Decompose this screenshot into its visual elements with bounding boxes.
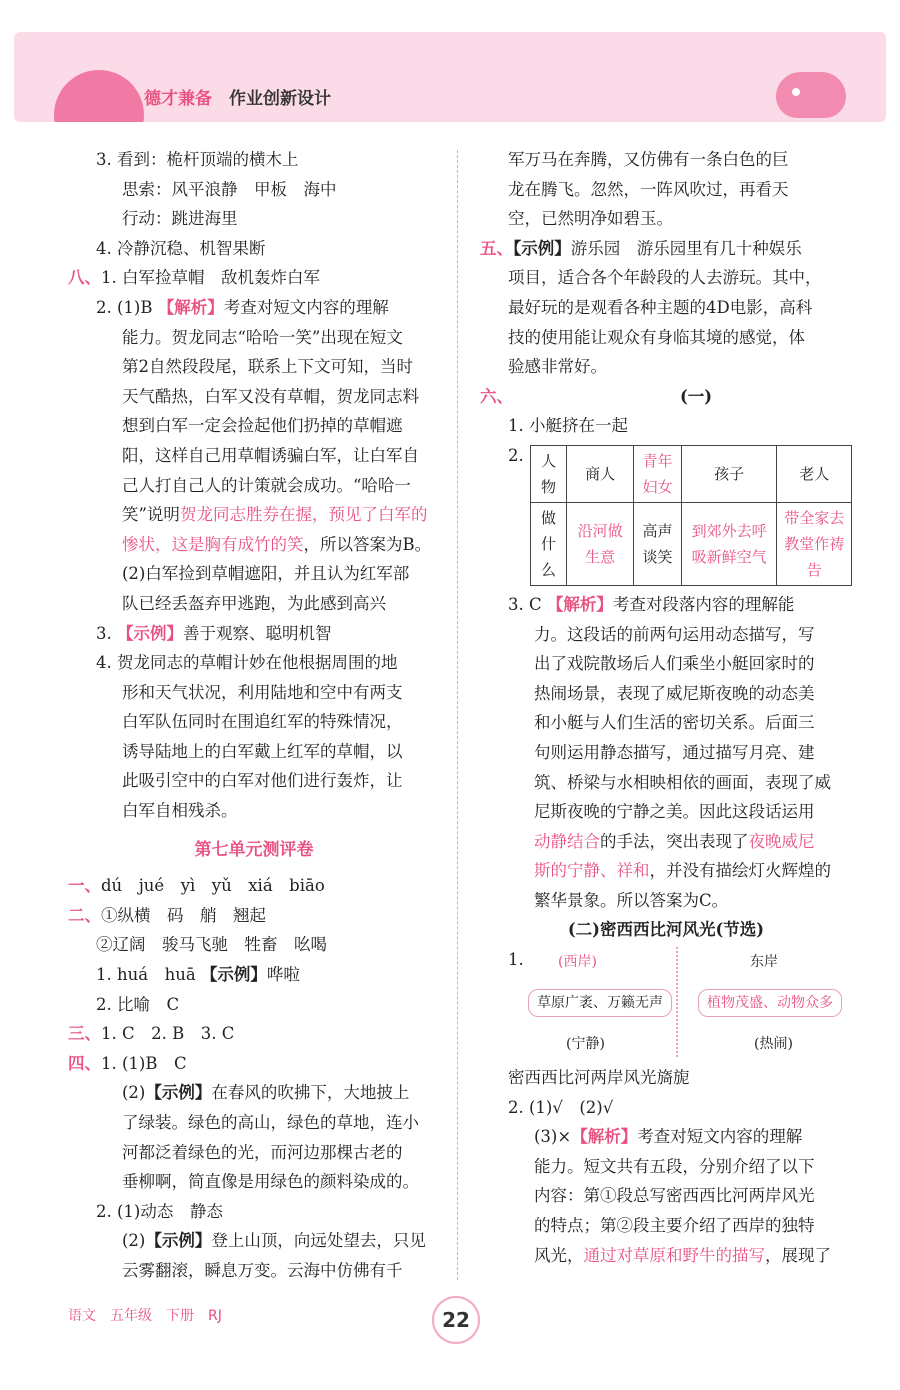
character-table (530, 445, 852, 586)
answer-line: 队已经丢盔弃甲逃跑，为此感到高兴 (122, 593, 386, 613)
section-number: 六、 (480, 386, 513, 406)
answer-line: 1. huá huā 【示例】哗啦 (96, 965, 300, 985)
river-divider (676, 947, 678, 1057)
east-bank-label: 东岸 (750, 954, 778, 971)
answer-line: 能力。贺龙同志“哈哈一笑”出现在短文 (122, 327, 403, 347)
answer-line (480, 382, 852, 412)
answer-line: 2. (1)B 【解析】考查对短文内容的理解 (96, 297, 389, 317)
answer-line: 五、【示例】游乐园 游乐园里有几十种娱乐 (480, 238, 802, 258)
answer-line: 云雾翻滚，瞬息万变。云海中仿佛有千 (122, 1260, 403, 1280)
answer-line: 空，已然明净如碧玉。 (508, 209, 673, 229)
answer-line: 了绿装。绿色的高山，绿色的草地，连小 (122, 1113, 419, 1132)
answer-line: (2)【示例】在春风的吹拂下，大地披上 (122, 1083, 410, 1103)
answer-line: 想到白军一定会捡起他们扔掉的草帽遮 (122, 416, 403, 436)
answer-line: 白军队伍同时在围追红军的特殊情况， (122, 712, 403, 732)
east-bank-desc: 植物茂盛、动物众多 (698, 989, 842, 1017)
left-column (68, 145, 440, 1286)
answer-line: 笑”说明贺龙同志胜券在握，预见了白军的 (122, 505, 428, 525)
section-number: 五、 (480, 238, 513, 258)
answer-line: 行动：跳进海里 (122, 209, 238, 229)
answer-line: 验感非常好。 (508, 357, 607, 377)
answer-diagram (480, 945, 852, 1063)
answer-line: 河都泛着绿色的光，而河边那棵古老的 (122, 1142, 403, 1162)
table-cell: 高声谈笑 (634, 502, 682, 585)
answer-line: 第2自然段段尾，联系上下文可知，当时 (122, 357, 413, 377)
book-info: 语文 五年级 下册 RJ (68, 1308, 222, 1324)
table-cell: 沿河做生意 (567, 502, 634, 585)
answer-line: 2. (1)√ (2)√ (508, 1097, 614, 1117)
right-column (480, 145, 852, 1270)
table-cell: 老人 (777, 445, 852, 502)
answer-line: 龙在腾飞。忽然，一阵风吹过，再看天 (508, 179, 789, 199)
answer-line: 力。这段话的前两句运用动态描写，写 (534, 624, 815, 644)
answer-line: 能力。短文共有五段，分别介绍了以下 (534, 1156, 815, 1176)
passage-title: (一) (680, 386, 713, 406)
section-number: 四、 (68, 1053, 101, 1073)
analysis-tag: 【解析】 (571, 1127, 638, 1147)
section-number: 二、 (68, 905, 101, 925)
answer-line: 三、1. C 2. B 3. C (68, 1024, 235, 1044)
table-cell: 孩子 (681, 445, 777, 502)
answer-line: 斯的宁静、祥和，并没有描绘灯火辉煌的 (534, 861, 831, 881)
answer-line: 军万马在奔腾，又仿佛有一条白色的巨 (508, 150, 789, 169)
answer-line: 和小艇与人们生活的密切关系。后面三 (534, 713, 815, 733)
whale-icon (776, 72, 846, 118)
answer-line: 尼斯夜晚的宁静之美。因此这段话运用 (534, 802, 815, 822)
sun-decoration (54, 70, 144, 122)
answer-line: 八、1. 白军捡草帽 敌机轰炸白军 (68, 268, 320, 288)
example-tag: 【示例】 (145, 1083, 212, 1103)
answer-line: 4. 冷静沉稳、机智果断 (96, 238, 266, 258)
answer-line: 技的使用能让观众有身临其境的感觉，体 (508, 327, 805, 347)
answer-line: 思索：风平浪静 甲板 海中 (122, 179, 337, 199)
table-cell: 做什么 (530, 502, 566, 585)
answer-line: 的特点；第②段主要介绍了西岸的独特 (534, 1216, 815, 1236)
answer-line: 3. C 【解析】考查对段落内容的理解能 (508, 594, 795, 614)
answer-line: 己人打自己人的计策就会成功。“哈哈一 (122, 475, 411, 495)
answer-line: 繁华景象。所以答案为C。 (534, 890, 729, 910)
unit-title: 第七单元测评卷 (194, 839, 314, 860)
table-row (530, 445, 851, 502)
whale-eye-icon (792, 88, 800, 96)
answer-line: 2. (508, 445, 524, 465)
example-tag: 【示例】 (117, 623, 183, 643)
answer-line: 阳，这样自己用草帽诱骗白军，让白军自 (122, 445, 419, 465)
answer-line: 热闹场景，表现了威尼斯夜晚的动态美 (534, 683, 815, 703)
analysis-tag: 【解析】 (157, 297, 224, 317)
column-divider (457, 150, 458, 1280)
table-cell: 人物 (530, 445, 566, 502)
answer-line: (3)×【解析】考查对短文内容的理解 (534, 1127, 803, 1147)
answer-line: 项目，适合各个年龄段的人去游玩。其中， (508, 268, 822, 288)
answer-line: 此吸引空中的白军对他们进行轰炸，让 (122, 771, 403, 791)
answer-line: ②辽阔 骏马飞驰 牲畜 吆喝 (96, 935, 327, 955)
west-bank-desc: 草原广袤、万籁无声 (528, 989, 672, 1017)
answer-line: 4. 贺龙同志的草帽计妙在他根据周围的地 (96, 653, 398, 673)
answer-line: 风光，通过对草原和野牛的描写，展现了 (534, 1245, 831, 1265)
table-row-wrapper (480, 441, 852, 590)
answer-line: 天气酷热，白军又没有草帽，贺龙同志料 (122, 386, 419, 406)
answer-line: 动静结合的手法，突出表现了夜晚威尼 (534, 831, 815, 851)
example-tag: 【示例】 (513, 238, 571, 258)
section-number: 八、 (68, 268, 101, 288)
page-header (14, 32, 886, 122)
east-bank-feeling: (热闹) (754, 1036, 793, 1053)
answer-line: 出了戏院散场后人们乘坐小艇回家时的 (534, 654, 815, 674)
table-cell: 青年妇女 (634, 445, 682, 502)
answer-line: 3. 【示例】善于观察、聪明机智 (96, 623, 332, 643)
answer-line: 3. 看到：桅杆顶端的横木上 (96, 150, 299, 169)
table-cell: 到郊外去呼吸新鲜空气 (681, 502, 777, 585)
answer-line: 一、dú jué yì yǔ xiá biāo (68, 876, 325, 896)
table-row (530, 502, 851, 585)
west-bank-label: (西岸) (558, 954, 597, 971)
answer-line: (2)白军捡到草帽遮阳，并且认为红军部 (122, 564, 410, 584)
answer-line: (2)【示例】登上山顶，向远处望去，只见 (122, 1231, 426, 1251)
answer-line: 2. 比喻 C (96, 994, 180, 1014)
answer-line: 内容：第①段总写密西西比河两岸风光 (534, 1186, 815, 1206)
answer-line: 2. (1)动态 静态 (96, 1201, 223, 1221)
answer-line: 1. (508, 950, 524, 970)
answer-line: 四、1. (1)B C (68, 1053, 187, 1073)
answer-line: 垂柳啊，简直像是用绿色的颜料染成的。 (122, 1172, 419, 1192)
book-subtitle: 作业创新设计 (229, 89, 331, 109)
page-number: 22 (432, 1296, 480, 1344)
analysis-tag: 【解析】 (546, 594, 613, 614)
table-cell: 商人 (567, 445, 634, 502)
table-cell: 带全家去教堂作祷告 (777, 502, 852, 585)
answer-line: 诱导陆地上的白军戴上红军的草帽，以 (122, 741, 403, 761)
passage-title: (二)密西西比河风光(节选) (567, 920, 765, 940)
answer-line: 筑、桥梁与水相映相依的画面，表现了威 (534, 772, 831, 792)
section-number: 一、 (68, 876, 101, 896)
section-number: 三、 (68, 1024, 101, 1044)
brand-title: 德才兼备 (144, 89, 212, 109)
answer-line: 形和天气状况，利用陆地和空中有两支 (122, 682, 403, 702)
west-bank-feeling: (宁静) (566, 1036, 605, 1053)
example-tag: 【示例】 (145, 1231, 212, 1251)
answer-line: 密西西比河两岸风光旖旎 (508, 1068, 690, 1088)
answer-line: 二、①纵横 码 艄 翘起 (68, 905, 266, 925)
answer-line: 白军自相残杀。 (122, 801, 238, 821)
answer-line: 1. 小艇挤在一起 (508, 416, 628, 436)
example-tag: 【示例】 (200, 965, 267, 985)
answer-line: 句则运用静态描写，通过描写月亮、建 (534, 742, 815, 762)
answer-line: 惨状，这是胸有成竹的笑，所以答案为B。 (122, 534, 432, 554)
answer-line: 最好玩的是观看各种主题的4D电影，高科 (508, 297, 813, 317)
